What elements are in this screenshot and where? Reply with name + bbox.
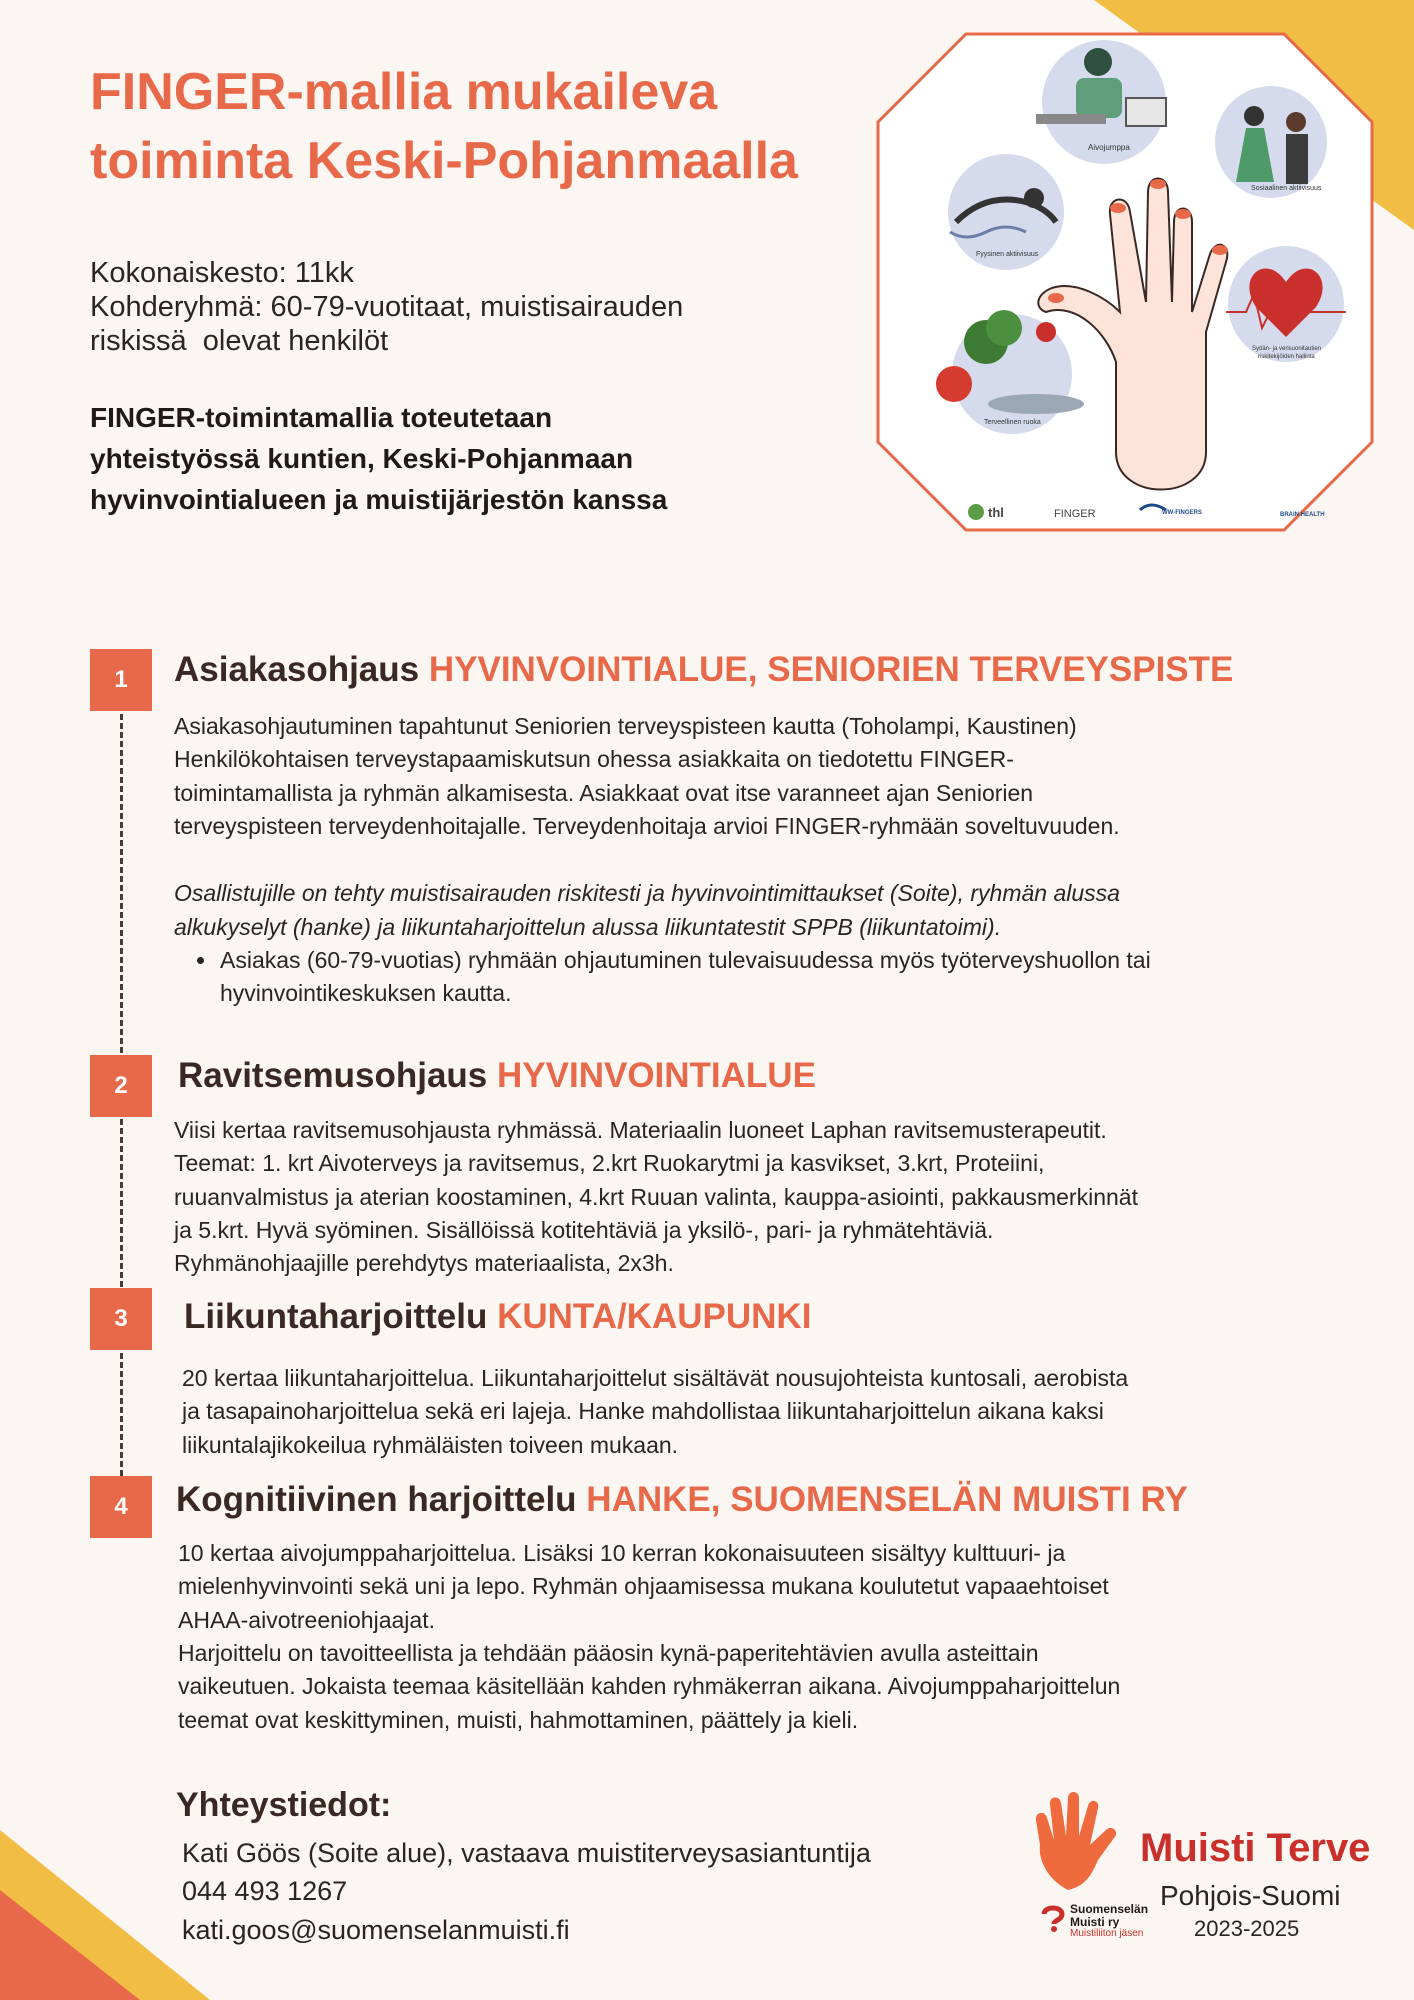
label-aivojumppa: Aivojumppa (1088, 143, 1130, 152)
list-item: • Asiakas (60-79-vuotias) ryhmään ohjautuminen tulevaisuudessa myös työterveyshuollon tai hyvinvointikeskuksen kautta. (218, 944, 1384, 1011)
muisti-terve-subtitle: Pohjois-Suomi (1160, 1880, 1341, 1911)
thl-logo-icon (968, 504, 984, 520)
section-3-heading: Liikuntaharjoittelu KUNTA/KAUPUNKI (184, 1297, 812, 1336)
target-group-line2: riskissä olevat henkilöt (90, 325, 389, 358)
suomenselan-muisti-logo-icon (1040, 1902, 1066, 1932)
section-4-heading: Kognitiivinen harjoittelu HANKE, SUOMENSELÄN MUISTI RY (176, 1480, 1188, 1519)
section-1-body: Asiakasohjautuminen tapahtunut Seniorien terveyspisteen kautta (Toholampi, Kaustinen) Henkilökohtaisen terveystapaamiskutsun ohessa asiakkaita on tiedotettu FINGER- toimintamallista ja ryhmän alkamisesta. Asiakkaat ovat itse varanneet ajan Seniorien terveyspisteen terveydenhoitajalle. Terveydenhoitaja arvioi FINGER-ryhmään soveltuvuuden. Osallistujille on tehty muistisairauden riskitesti ja hyvinvointimittaukset (Soite), ryhmän alussa alkukyselyt (hanke) ja liikuntaharjoittelun alussa liikuntatestit SPPB (liikuntatoimi). • Asiakas (60-79-vuotias) ryhmään ohjautuminen tulevaisuudessa myös työterveyshuollon tai hyvinvointikeskuksen kautta. (174, 710, 1384, 1011)
muistiliitto-member: Muistiliiton jäsen (1070, 1928, 1144, 1939)
contact-heading: Yhteystiedot: (176, 1786, 392, 1824)
label-ruoka: Terveellinen ruoka (984, 419, 1041, 426)
finger-hand-illustration (876, 32, 1374, 532)
logo-thl: thl (988, 505, 1004, 520)
contact-name: Kati Göös (Soite alue), vastaava muistiterveysasiantuntija (182, 1838, 871, 1868)
section-2-number: 2 (90, 1055, 152, 1117)
label-sydan-2: riskitekijöiden hallinta (1258, 354, 1315, 360)
logo-finger: FINGER (1054, 508, 1096, 520)
duration-text: Kokonaiskesto: 11kk (90, 257, 354, 289)
logo-brain-health: BRAIN HEALTH (1280, 512, 1325, 518)
label-fyysinen: Fyysinen aktiivisuus (976, 251, 1039, 258)
lead-paragraph: FINGER-toimintamallia toteutetaan yhteistyössä kuntien, Keski-Pohjanmaan hyvinvointialueen ja muistijärjestön kanssa (90, 402, 668, 515)
section-1-number: 1 (90, 649, 152, 711)
section-1-bullets (174, 944, 1384, 1011)
suomenselan-name: Suomenselän (1070, 1902, 1149, 1916)
logo-wwf: WW-FINGERS (1162, 510, 1202, 516)
program-meta (90, 256, 850, 359)
section-3-body: 20 kertaa liikuntaharjoittelua. Liikuntaharjoittelut sisältävät nousujohteista kuntosali, aerobista ja tasapainoharjoittelua sekä eri lajeja. Hanke mahdollistaa liikuntaharjoittelun aikana kaksi liikuntalajikokeilua ryhmäläisten toiveen mukaan. (182, 1365, 1129, 1458)
section-2-body: Viisi kertaa ravitsemusohjausta ryhmässä. Materiaalin luoneet Laphan ravitsemusterapeutit. Teemat: 1. krt Aivoterveys ja ravitsemus, 2.krt Ruokarytmi ja kasvikset, 3.krt, Proteiini, ruuanvalmistus ja aterian koostaminen, 4.krt Ruuan valinta, kauppa-asiointi, pakkausmerkinnät ja 5.krt. Hyvä syöminen. Sisällöissä kotitehtäviä ja yksilö-, pari- ja ryhmätehtäviä. Ryhmänohjaajille perehdytys materiaalista, 2x3h. (174, 1117, 1138, 1277)
section-4-number: 4 (90, 1476, 152, 1538)
muisti-terve-title: Muisti Terve (1140, 1826, 1371, 1870)
contact-info (182, 1834, 871, 1949)
target-group-line1: Kohderyhmä: 60-79-vuotitaat, muistisairauden (90, 291, 684, 324)
muisti-ry-name: Muisti ry (1070, 1915, 1120, 1929)
label-sydan-1: Sydän- ja verisuonitautien (1252, 346, 1322, 352)
section-2-heading: Ravitsemusohjaus HYVINVOINTIALUE (178, 1056, 816, 1095)
page-title: FINGER-mallia mukaileva toiminta Keski-Pohjanmaalla (90, 63, 798, 190)
muisti-terve-years: 2023-2025 (1194, 1916, 1300, 1941)
section-3-number: 3 (90, 1288, 152, 1350)
section-1-heading: Asiakasohjaus HYVINVOINTIALUE, SENIORIEN TERVEYSPISTE (174, 650, 1234, 689)
section-4-body: 10 kertaa aivojumppaharjoittelua. Lisäksi 10 kerran kokonaisuuteen sisältyy kulttuuri- ja mielenhyvinvointi sekä uni ja lepo. Ryhmän ohjaamisessa mukana koulutetut vapaaehtoiset AHAA-aivotreeniohjaajat. Harjoittelu on tavoitteellista ja tehdään pääosin kynä-paperitehtävien avulla asteittain vaikeutuen. Jokaista teemaa käsitellään kahden ryhmäkerran aikana. Aivojumppaharjoittelun teemat ovat keskittyminen, muisti, hahmottaminen, päättely ja kieli. (178, 1540, 1121, 1733)
contact-email[interactable]: kati.goos@suomenselanmuisti.fi (182, 1914, 570, 1945)
orange-hand-logo-icon (1028, 1790, 1138, 1900)
contact-phone[interactable]: 044 493 1267 (182, 1876, 348, 1907)
label-sosiaalinen: Sosiaalinen aktiivisuus (1251, 185, 1322, 192)
